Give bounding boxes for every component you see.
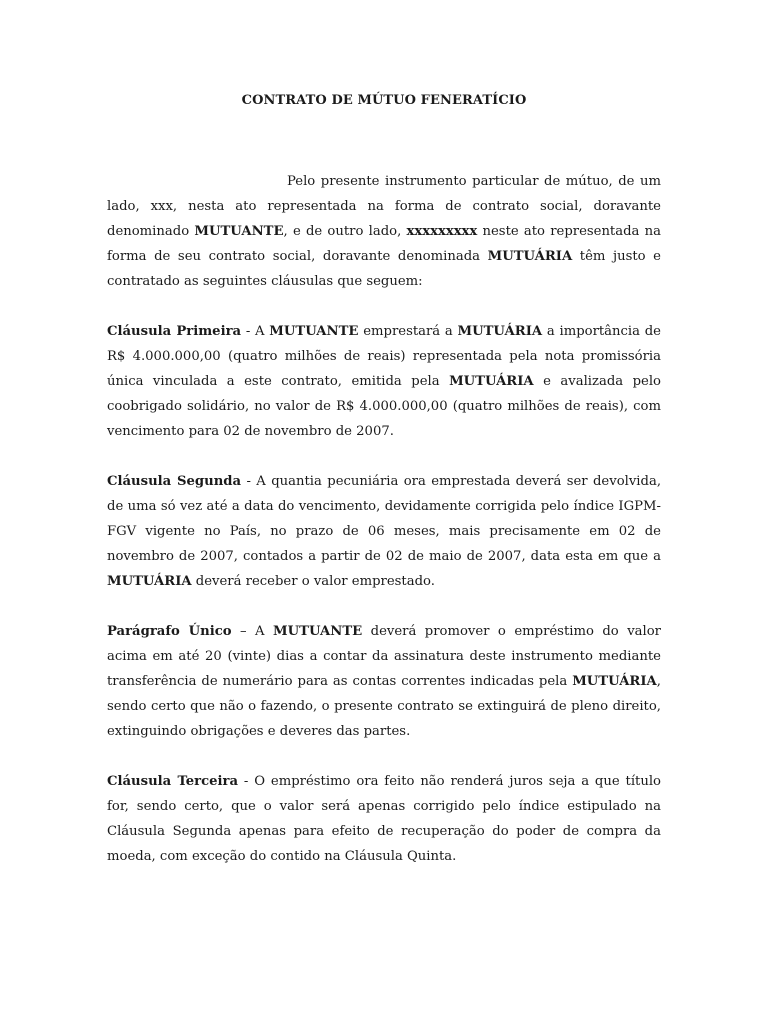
clausula-primeira-text-4: e avalizada pelo coobrigado solidário, no valor de R$ 4.000.000,00 (quatro milhões de reais), com vencimento para 02 de novembro de 2007.: [107, 374, 661, 439]
clausula-primeira-mutuante: MUTUANTE: [269, 324, 359, 339]
clausula-segunda-mutuaria: MUTUÁRIA: [107, 574, 192, 589]
clausula-primeira-text-2: emprestará a: [358, 324, 458, 339]
paragrafo-unico-text-3: , sendo certo que não o fazendo, o presente contrato se extinguirá de pleno direito, extinguindo obrigações e deveres das partes.: [107, 674, 661, 739]
document-page: [107, 88, 661, 869]
clausula-primeira-heading: Cláusula Primeira: [107, 324, 242, 339]
clausula-primeira: [107, 319, 661, 444]
intro-text-2: , e de outro lado,: [283, 224, 407, 239]
document-title: CONTRATO DE MÚTUO FENERATÍCIO: [241, 93, 527, 108]
clausula-segunda-text-1: - A quantia pecuniária ora emprestada deverá ser devolvida, de uma só vez até a data do vencimento, devidamente corrigida pelo índice IGPM-FGV vigente no País, no prazo de 06 meses, mais precisamente em 02 de novembro de 2007, contados a partir de 02 de maio de 2007, data esta em que a: [107, 474, 662, 564]
clausula-segunda: [107, 469, 661, 594]
clausula-primeira-mutuaria-2: MUTUÁRIA: [449, 374, 534, 389]
clausula-primeira-mutuaria-1: MUTUÁRIA: [457, 324, 543, 339]
intro-text-3: neste ato representada na forma de seu contrato social, doravante denominada: [107, 224, 661, 264]
paragrafo-unico-text-2: deverá promover o empréstimo do valor acima em até 20 (vinte) dias a contar da assinatura deste instrumento mediante transferência de numerário para as contas correntes indicadas pela: [107, 624, 661, 689]
clausula-terceira-heading: Cláusula Terceira: [107, 774, 239, 789]
intro-paragraph: [107, 169, 661, 294]
clausula-primeira-text-1: - A: [241, 324, 270, 339]
intro-mutuante: MUTUANTE: [194, 224, 284, 239]
clausula-segunda-text-2: deverá receber o valor emprestado.: [191, 574, 435, 589]
clausula-terceira-text-1: - O empréstimo ora feito não renderá juros seja a que título for, sendo certo, que o valor será apenas corrigido pelo índice estipulado na Cláusula Segunda apenas para efeito de recuperação do poder de compra da moeda, com exceção do contido na Cláusula Quinta.: [107, 774, 661, 864]
intro-mutuaria: MUTUÁRIA: [487, 249, 573, 264]
clausula-segunda-heading: Cláusula Segunda: [107, 474, 242, 489]
intro-mutuaria-name: xxxxxxxxx: [406, 224, 478, 239]
paragrafo-unico-mutuante: MUTUANTE: [273, 624, 363, 639]
paragrafo-unico-mutuaria: MUTUÁRIA: [572, 674, 657, 689]
paragrafo-unico-text-1: – A: [231, 624, 274, 639]
paragrafo-unico-heading: Parágrafo Único: [107, 624, 232, 639]
intro-text-4: têm justo e contratado as seguintes cláusulas que seguem:: [107, 249, 661, 289]
intro-text-1: Pelo presente instrumento particular de mútuo, de um lado, xxx, nesta ato representada na forma de contrato social, doravante denominado: [107, 174, 661, 239]
paragrafo-unico: [107, 619, 661, 744]
clausula-primeira-text-3: a importância de R$ 4.000.000,00 (quatro milhões de reais) representada pela nota promissória única vinculada a este contrato, emitida pela: [107, 324, 661, 389]
clausula-terceira: [107, 769, 661, 869]
